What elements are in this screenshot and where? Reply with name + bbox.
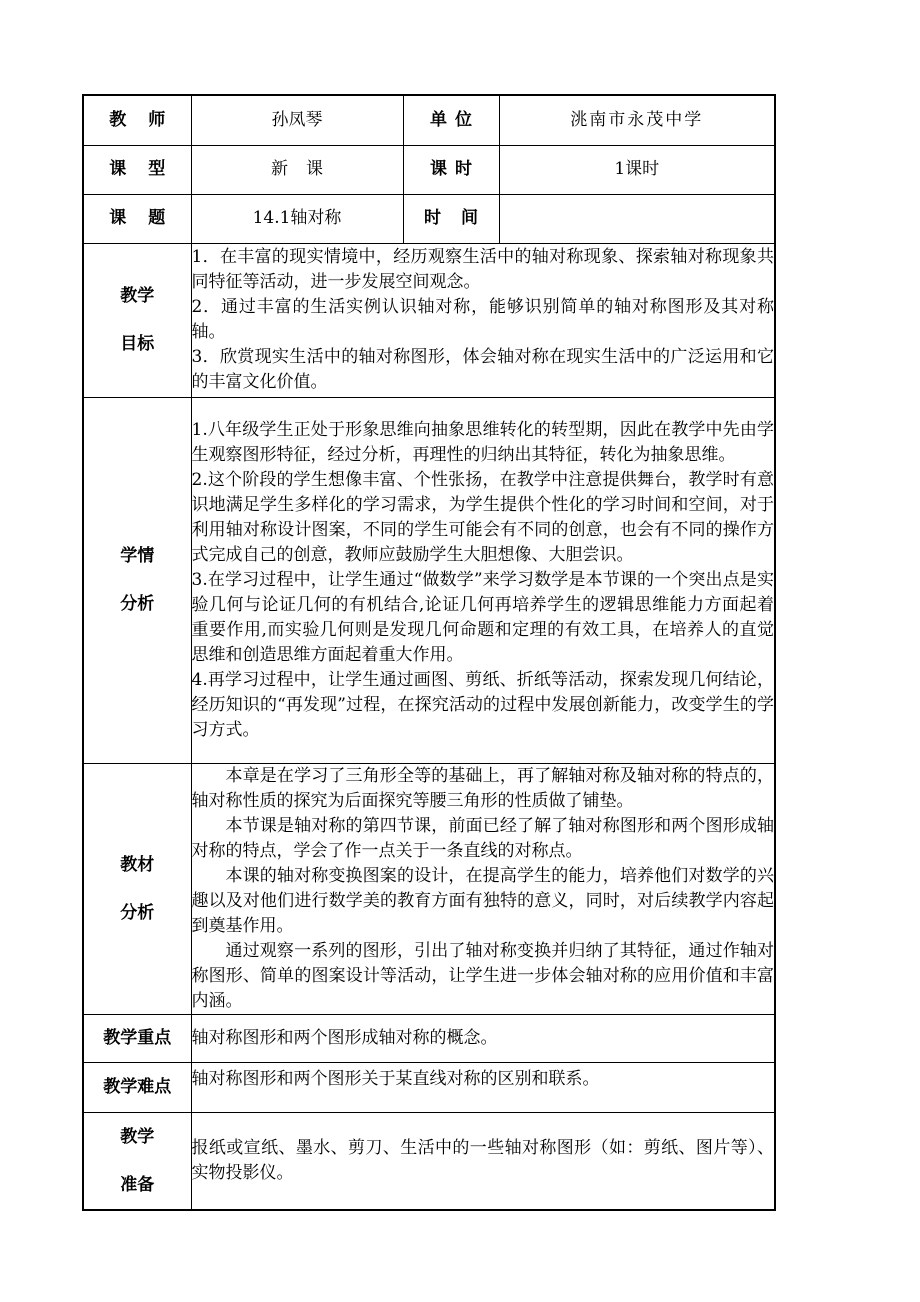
hours-value: 1课时 [499,145,775,194]
lesson-plan-table [82,94,776,1211]
student-analysis-item: 2.这个阶段的学生想像丰富、个性张扬，在教学中注意提供舞台，教学时有意识地满足学生多样化的学习需求，为学生提供个性化的学习时间和空间，对于利用轴对称设计图案，不同的学生可能会有不同的创意，也会有不同的操作方式完成自己的创意，教师应鼓励学生大胆想像、大胆尝识。 [191,469,774,565]
row-preparation [83,1112,775,1210]
row-topic [83,194,775,243]
difficulties-label: 教学难点 [83,1062,191,1112]
material-analysis-item: 本节课是轴对称的第四节课，前面已经了解了轴对称图形和两个图形成轴对称的特点，学会了作一点关于一条直线的对称点。 [191,815,774,861]
row-student-analysis [83,397,775,763]
objectives-label-line2: 目标 [120,334,155,354]
material-analysis-item: 通过观察一系列的图形，引出了轴对称变换并归纳了其特征，通过作轴对称图形、简单的图案设计等活动，让学生进一步体会轴对称的应用价值和丰富内涵。 [191,940,774,1011]
material-analysis-label-line2: 分析 [120,902,155,923]
topic-value: 14.1轴对称 [191,194,403,243]
material-analysis-label-line1: 教材 [120,854,155,875]
teacher-value: 孙凤琴 [191,95,403,145]
objectives-label-line1: 教学 [120,286,155,306]
material-analysis-content [191,763,775,1014]
student-analysis-item: 4.再学习过程中，让学生通过画图、剪纸、折纸等活动，探索发现几何结论，经历知识的“再发现”过程，在探究活动的过程中发展创新能力，改变学生的学习方式。 [191,669,774,740]
type-value: 新课 [191,145,403,194]
preparation-text: 报纸或宣纸、墨水、剪刀、生活中的一些轴对称图形（如：剪纸、图片等）、实物投影仪。 [191,1112,775,1210]
material-analysis-label [83,763,191,1014]
time-label: 时间 [403,194,499,243]
topic-label: 课题 [83,194,191,243]
row-type [83,145,775,194]
row-material-analysis [83,763,775,1014]
student-analysis-label-line1: 学情 [120,546,155,566]
objectives-content [191,243,775,397]
preparation-label-line1: 教学 [120,1126,155,1147]
time-value [499,194,775,243]
student-analysis-item: 3.在学习过程中，让学生通过“做数学”来学习数学是本节课的一个突出点是实验几何与论证几何的有机结合,论证几何再培养学生的逻辑思维能力方面起着重要作用,而实验几何则是发现几何命题和定理的有效工具，在培养人的直觉思维和创造思维方面起着重大作用。 [191,569,774,665]
objectives-label [83,243,191,397]
student-analysis-label-line2: 分析 [120,594,155,614]
unit-value: 洮南市永茂中学 [499,95,775,145]
hours-label: 课时 [403,145,499,194]
teacher-label: 教师 [83,95,191,145]
material-analysis-item: 本课的轴对称变换图案的设计，在提高学生的能力，培养他们对数学的兴趣以及对他们进行数学美的教育方面有独特的意义，同时，对后续教学内容起到奠基作用。 [191,865,774,936]
preparation-label-line2: 准备 [120,1174,155,1195]
objective-item: 1．在丰富的现实情境中，经历观察生活中的轴对称现象、探索轴对称现象共同特征等活动，进一步发展空间观念。 [191,247,774,292]
type-label: 课型 [83,145,191,194]
key-points-label: 教学重点 [83,1014,191,1062]
key-points-text: 轴对称图形和两个图形成轴对称的概念。 [191,1014,775,1062]
difficulties-text: 轴对称图形和两个图形关于某直线对称的区别和联系。 [191,1062,775,1112]
unit-label: 单位 [403,95,499,145]
row-difficulties [83,1062,775,1112]
row-key-points [83,1014,775,1062]
row-teacher [83,95,775,145]
preparation-label [83,1112,191,1210]
material-analysis-item: 本章是在学习了三角形全等的基础上，再了解轴对称及轴对称的特点的，轴对称性质的探究为后面探究等腰三角形的性质做了铺垫。 [191,765,774,811]
student-analysis-content [191,397,775,763]
student-analysis-label [83,397,191,763]
objective-item: 2．通过丰富的生活实例认识轴对称，能够识别简单的轴对称图形及其对称轴。 [191,297,774,342]
student-analysis-item: 1.八年级学生正处于形象思维向抽象思维转化的转型期，因此在教学中先由学生观察图形特征，经过分析，再理性的归纳出其特征，转化为抽象思维。 [191,419,774,465]
row-objectives [83,243,775,397]
objective-item: 3．欣赏现实生活中的轴对称图形，体会轴对称在现实生活中的广泛运用和它的丰富文化价值。 [191,347,774,392]
